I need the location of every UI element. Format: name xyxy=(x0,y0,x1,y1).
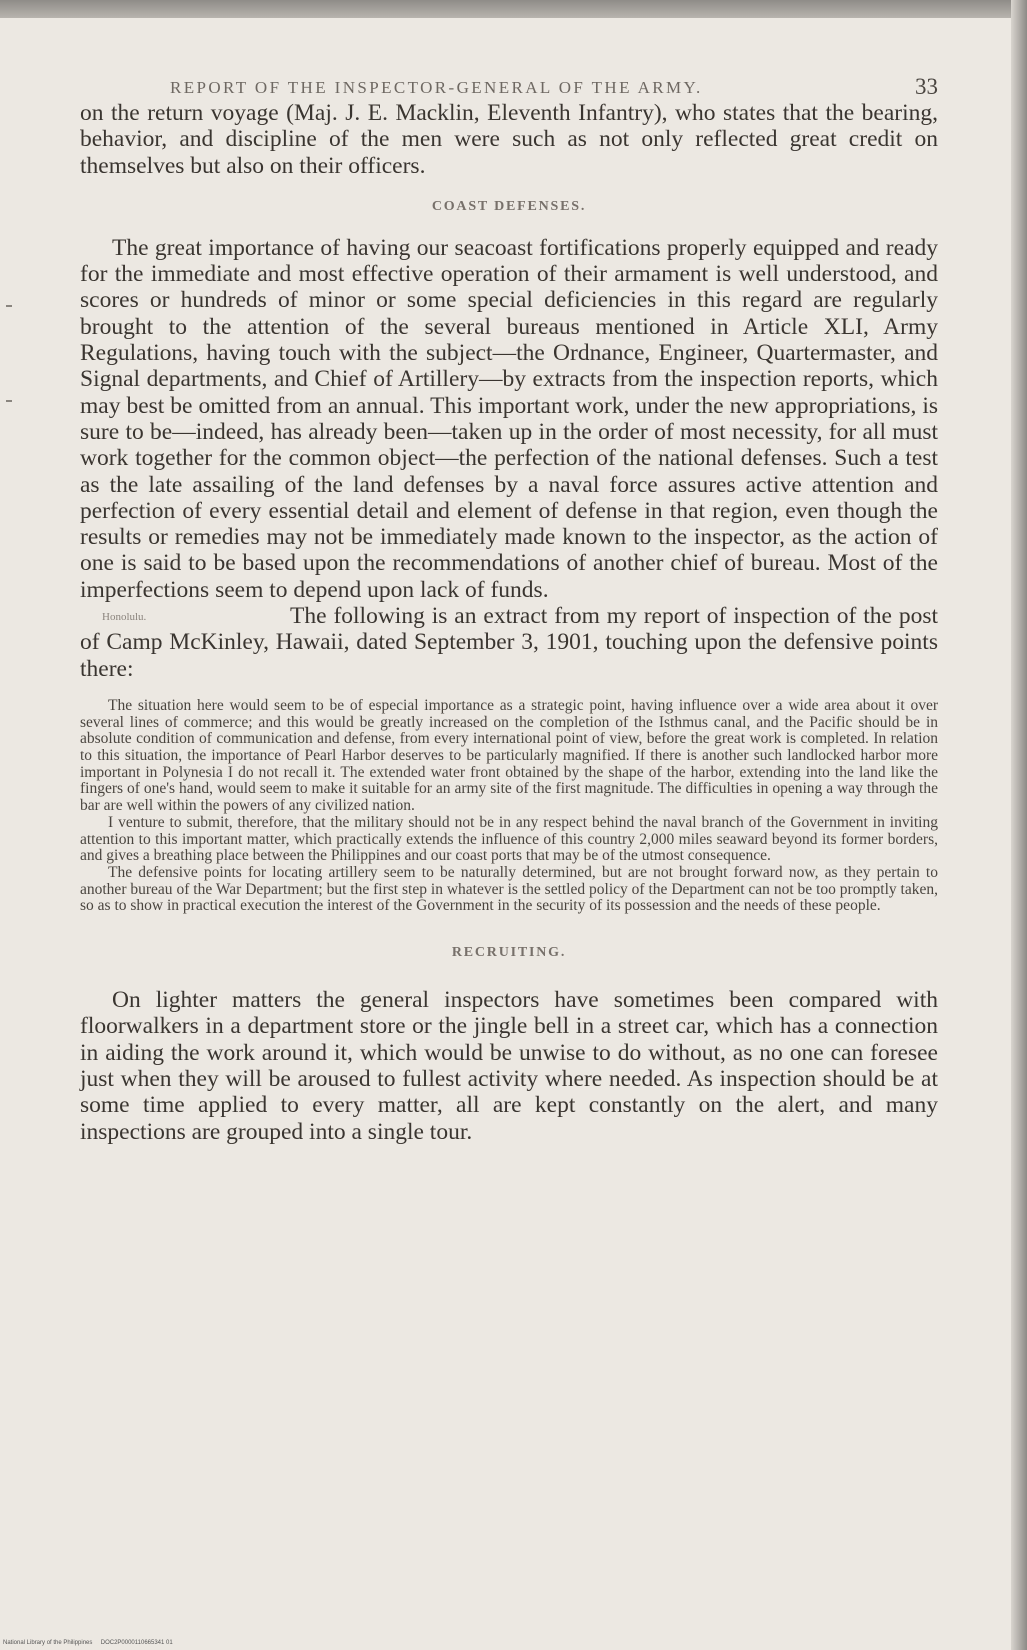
footer-identifier: DOC2P0000110665341 01 xyxy=(100,1640,173,1646)
footer-library: National Library of the Philippines xyxy=(3,1640,93,1646)
opening-paragraph: on the return voyage (Maj. J. E. Macklin, Eleventh Infantry), who states that the bearing, behavior, and discipline of the men were such as not only reflected great credit on themselves but also on their officers. xyxy=(80,100,938,179)
scan-right-edge xyxy=(1011,0,1027,1650)
margin-mark xyxy=(6,305,12,307)
honolulu-section xyxy=(80,603,938,682)
running-title: REPORT OF THE INSPECTOR-GENERAL OF THE ARMY. xyxy=(170,78,703,97)
scan-top-border xyxy=(0,0,1027,18)
coast-defenses-paragraph: The great importance of having our seacoast fortifications properly equipped and ready for the immediate and most effective operation of their armament is well understood, and scores or hundreds of minor or some special deficiencies in this regard are regularly brought to the attention of the several bureaus mentioned in Article XLI, Army Regulations, having touch with the subject—the Ordnance, Engineer, Quartermaster, and Signal departments, and Chief of Artillery—by extracts from the inspection reports, which may best be omitted from an annual. This important work, under the new appropriations, is sure to be—indeed, has already been—taken up in the order of most necessity, for all must work together for the common object—the perfection of the national defenses. Such a test as the late assailing of the land defenses by a naval force assures active attention and perfection of every essential detail and element of defense in that region, even though the results or remedies may not be immediately made known to the inspector, as the action of one is said to be based upon the recommendations of another chief of bureau. Most of the imperfections seem to depend upon lack of funds. xyxy=(80,234,938,603)
report-extract xyxy=(80,698,938,915)
extract-paragraph: The defensive points for locating artillery seem to be naturally determined, but are not brought forward now, as they pertain to another bureau of the War Department; but the first step in whatever is the settled policy of the Department can not be too promptly taken, so as to show in practical execution the interest of the Government in the security of its possession and the needs of these people. xyxy=(80,863,938,915)
recruiting-paragraph: On lighter matters the general inspectors have sometimes been compared with floorwalkers in a department store or the jingle bell in a street car, which has a connection in aiding the work around it, which would be unwise to do without, as no one can foresee just when they will be aroused to fullest activity where needed. As inspection should be at some time applied to every matter, all are kept constantly on the alert, and many inspections are grouped into a single tour. xyxy=(80,987,938,1145)
extract-paragraph: I venture to submit, therefore, that the military should not be in any respect behind the naval branch of the Government in inviting attention to this important matter, which practically extends the influence of this country 2,000 miles seaward beyond its former borders, and gives a breathing place between the Philippines and our coast ports that may be of the utmost consequence. xyxy=(80,813,938,865)
scan-footer xyxy=(3,1640,173,1646)
marginal-note: Honolulu. xyxy=(102,611,147,624)
page-number: 33 xyxy=(915,74,938,99)
section-heading-coast-defenses: COAST DEFENSES. xyxy=(431,198,587,214)
document-page xyxy=(80,66,938,1145)
margin-mark xyxy=(6,400,12,402)
extract-paragraph: The situation here would seem to be of especial importance as a strategic point, having influence over a wide area about it over several lines of commerce; and this would be greatly increased on the completion of the Isthmus canal, and the Pacific should be in absolute condition of communication and defense, from every international point of view, before the great work is completed. In relation to this situation, the importance of Pearl Harbor deserves to be particularly magnified. If there is another such landlocked harbor more important in Polynesia I do not recall it. The extended water front obtained by the shape of the harbor, extending into the land like the fingers of one's hand, would seem to make it suitable for an army site of the first magnitude. The difficulties in opening a way through the bar are well within the powers of any civilized nation. xyxy=(80,696,938,815)
section-heading-recruiting: RECRUITING. xyxy=(451,945,567,961)
running-header xyxy=(80,66,938,100)
extract-intro-paragraph: The following is an extract from my report of inspection of the post of Camp McKinley, Hawaii, dated September 3, 1901, touching upon the defensive points there: xyxy=(80,603,938,682)
